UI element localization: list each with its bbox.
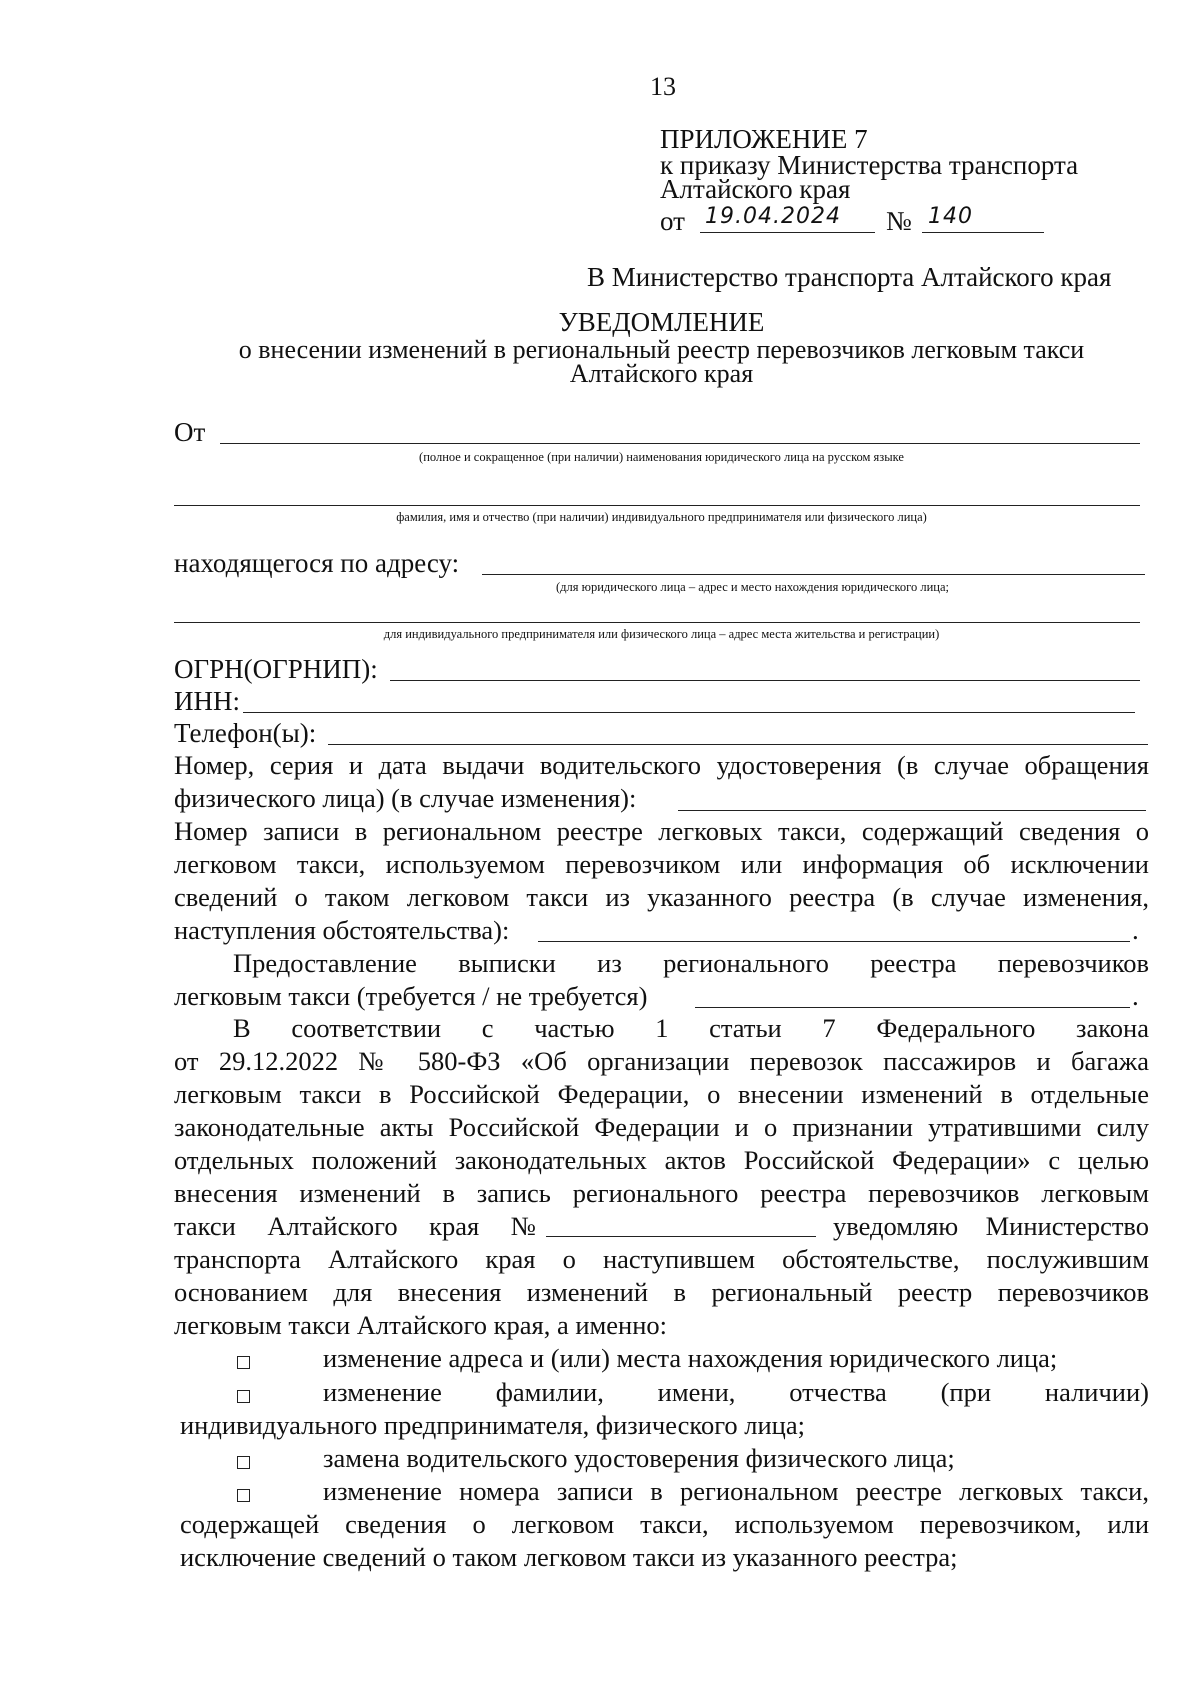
option-2-line-1: изменение фамилии, имени, отчества (при наличии) [323,1377,1149,1407]
person-name-field[interactable] [174,505,1140,506]
option-3-text: замена водительского удостоверения физического лица; [323,1443,955,1473]
doc-subtitle-1: о внесении изменений в региональный реестр перевозчиков легковым такси [238,335,1085,364]
from-field[interactable] [220,443,1140,444]
license-line-2: физического лица) (в случае изменения): [174,783,637,813]
hint-org: (полное и сокращенное (при наличии) наименования юридического лица на русском языке [419,450,904,464]
body-line-6: внесения изменений в запись регионального реестра перевозчиков легковым [174,1178,1149,1208]
option-2-checkbox[interactable] [237,1390,250,1403]
record-number-field[interactable] [546,1236,816,1237]
appendix-number-label: № [886,206,912,236]
option-4-checkbox[interactable] [237,1489,250,1502]
appendix-line1: к приказу Министерства транспорта [660,150,1079,180]
extract-field[interactable] [695,1007,1130,1008]
body-line-5: отдельных положений законодательных актов Российской Федерации» с целью [174,1145,1149,1175]
addressee: В Министерство транспорта Алтайского края [587,262,1112,292]
appendix-title: ПРИЛОЖЕНИЕ 7 [660,124,868,154]
license-line-1: Номер, серия и дата выдачи водительского удостоверения (в случае обращения [174,750,1149,780]
registry-period: . [1132,915,1139,945]
option-1-text: изменение адреса и (или) места нахождения юридического лица; [323,1343,1058,1373]
order-date: 19.04.2024 [705,204,841,229]
address-label: находящегося по адресу: [174,548,460,578]
body-line-7a: такси Алтайского края № [174,1211,536,1241]
body-line-10: легковым такси Алтайского края, а именно: [174,1310,668,1340]
body-line-1: В соответствии с частью 1 статьи 7 Федерального закона [233,1013,1149,1043]
body-line-4: законодательные акты Российской Федерации и о признании утратившими силу [174,1112,1149,1142]
hint-address-person: для индивидуального предпринимателя или физического лица – адрес места жительства и регистрации) [383,627,940,641]
registry-line-4: наступления обстоятельства): [174,915,510,945]
body-line-3: легковым такси в Российской Федерации, о внесении изменений в отдельные [174,1079,1149,1109]
inn-label: ИНН: [174,686,240,716]
hint-person: фамилия, имя и отчество (при наличии) индивидуального предпринимателя или физического лица) [396,510,927,524]
body-line-2: от 29.12.2022 № 580-ФЗ «Об организации перевозок пассажиров и багажа [174,1046,1149,1076]
option-4-line-2: содержащей сведения о легковом такси, используемом перевозчиком, или [180,1509,1149,1539]
body-line-9: основанием для внесения изменений в региональный реестр перевозчиков [174,1277,1149,1307]
hint-address-org: (для юридического лица – адрес и место нахождения юридического лица; [556,580,949,594]
ogrn-field[interactable] [390,680,1140,681]
ogrn-label: ОГРН(ОГРНИП): [174,654,378,684]
doc-title: УВЕДОМЛЕНИЕ [558,307,765,337]
number-underline [922,232,1044,233]
extract-period: . [1132,981,1139,1011]
body-line-8: транспорта Алтайского края о наступившем обстоятельстве, послужившим [174,1244,1149,1274]
appendix-line2: Алтайского края [660,174,851,204]
option-3-checkbox[interactable] [237,1456,250,1469]
from-label: От [174,417,206,447]
order-number: 140 [928,204,973,229]
registry-line-2: легковом такси, используемом перевозчиком или информация об исключении [174,849,1149,879]
body-line-7b: уведомляю Министерство [833,1211,1149,1241]
license-field[interactable] [678,810,1146,811]
extract-line-1: Предоставление выписки из регионального реестра перевозчиков [233,948,1149,978]
registry-line-1: Номер записи в региональном реестре легковых такси, содержащий сведения о [174,816,1149,846]
phone-field[interactable] [328,744,1148,745]
date-underline [700,232,875,233]
option-1-checkbox[interactable] [237,1356,250,1369]
appendix-from-label: от [660,206,685,236]
registry-line-3: сведений о таком легковом такси из указанного реестра (в случае изменения, [174,882,1149,912]
option-4-line-3: исключение сведений о таком легковом такси из указанного реестра; [180,1542,958,1572]
address-field[interactable] [482,574,1145,575]
doc-subtitle-2: Алтайского края [569,359,754,388]
registry-field[interactable] [538,941,1130,942]
page-number: 13 [650,72,676,101]
address-field-2[interactable] [174,622,1140,623]
extract-line-2: легковым такси (требуется / не требуется) [174,981,648,1011]
inn-field[interactable] [243,712,1135,713]
option-2-line-2: индивидуального предпринимателя, физического лица; [180,1410,805,1440]
phone-label: Телефон(ы): [174,718,317,748]
option-4-line-1: изменение номера записи в региональном реестре легковых такси, [323,1476,1149,1506]
